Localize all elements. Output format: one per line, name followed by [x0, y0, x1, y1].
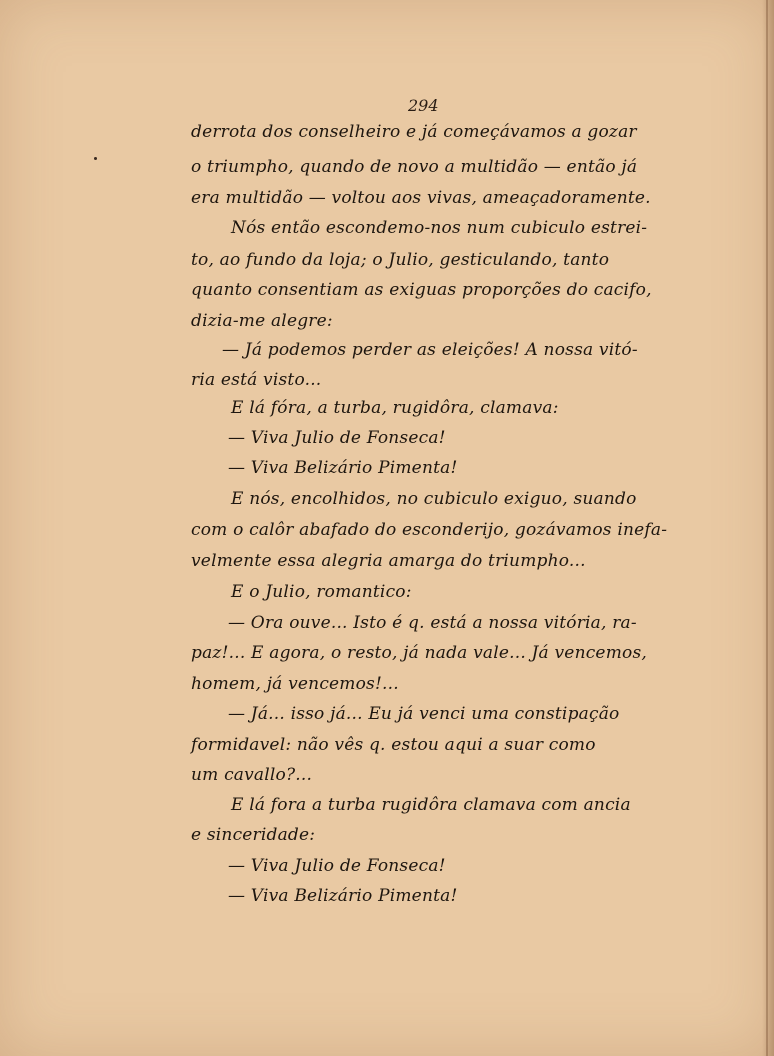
text-line: — Já podemos perder as eleições! A nossa vitó- — [222, 340, 638, 360]
text-line: ria está visto... — [191, 370, 322, 390]
text-line: E o Julio, romantico: — [231, 582, 412, 602]
text-line: quanto consentiam as exiguas proporções do cacifo, — [191, 280, 652, 300]
text-line: formidavel: não vês q. estou aqui a suar como — [191, 735, 596, 755]
text-line: paz!... E agora, o resto, já nada vale... Já vencemos, — [191, 643, 647, 663]
text-line: derrota dos conselheiro e já começávamos a gozar — [191, 122, 637, 142]
text-line: era multidão — voltou aos vivas, ameaçadoramente. — [191, 188, 651, 208]
text-line: to, ao fundo da loja; o Julio, gesticulando, tanto — [191, 250, 610, 270]
text-line: E nós, encolhidos, no cubiculo exiguo, suando — [231, 489, 637, 509]
text-line: Nós então escondemo-nos num cubiculo estrei- — [231, 218, 648, 238]
text-line: um cavallo?... — [191, 765, 313, 785]
text-line: — Viva Belizário Pimenta! — [228, 886, 458, 906]
text-line: — Viva Belizário Pimenta! — [228, 458, 458, 478]
text-line: velmente essa alegria amarga do triumpho... — [191, 551, 586, 571]
page-fold-line — [766, 0, 768, 1056]
text-line: e sinceridade: — [191, 825, 316, 845]
ink-mark — [94, 157, 97, 160]
page-edge-shadow — [762, 0, 774, 1056]
text-line: o triumpho, quando de novo a multidão — então já — [191, 157, 638, 177]
text-line: com o calôr abafado do esconderijo, gozávamos inefa- — [191, 520, 668, 540]
text-line: — Ora ouve... Isto é q. está a nossa vitória, ra- — [228, 613, 637, 633]
text-line: — Já... isso já... Eu já venci uma constipação — [228, 704, 620, 724]
text-line: E lá fóra, a turba, rugidôra, clamava: — [231, 398, 559, 418]
page-number: 294 — [408, 96, 439, 115]
text-line: — Viva Julio de Fonseca! — [228, 856, 446, 876]
text-line: E lá fora a turba rugidôra clamava com ancia — [231, 795, 631, 815]
text-line: dizia-me alegre: — [191, 311, 333, 331]
text-line: homem, já vencemos!... — [191, 674, 399, 694]
text-line: — Viva Julio de Fonseca! — [228, 428, 446, 448]
